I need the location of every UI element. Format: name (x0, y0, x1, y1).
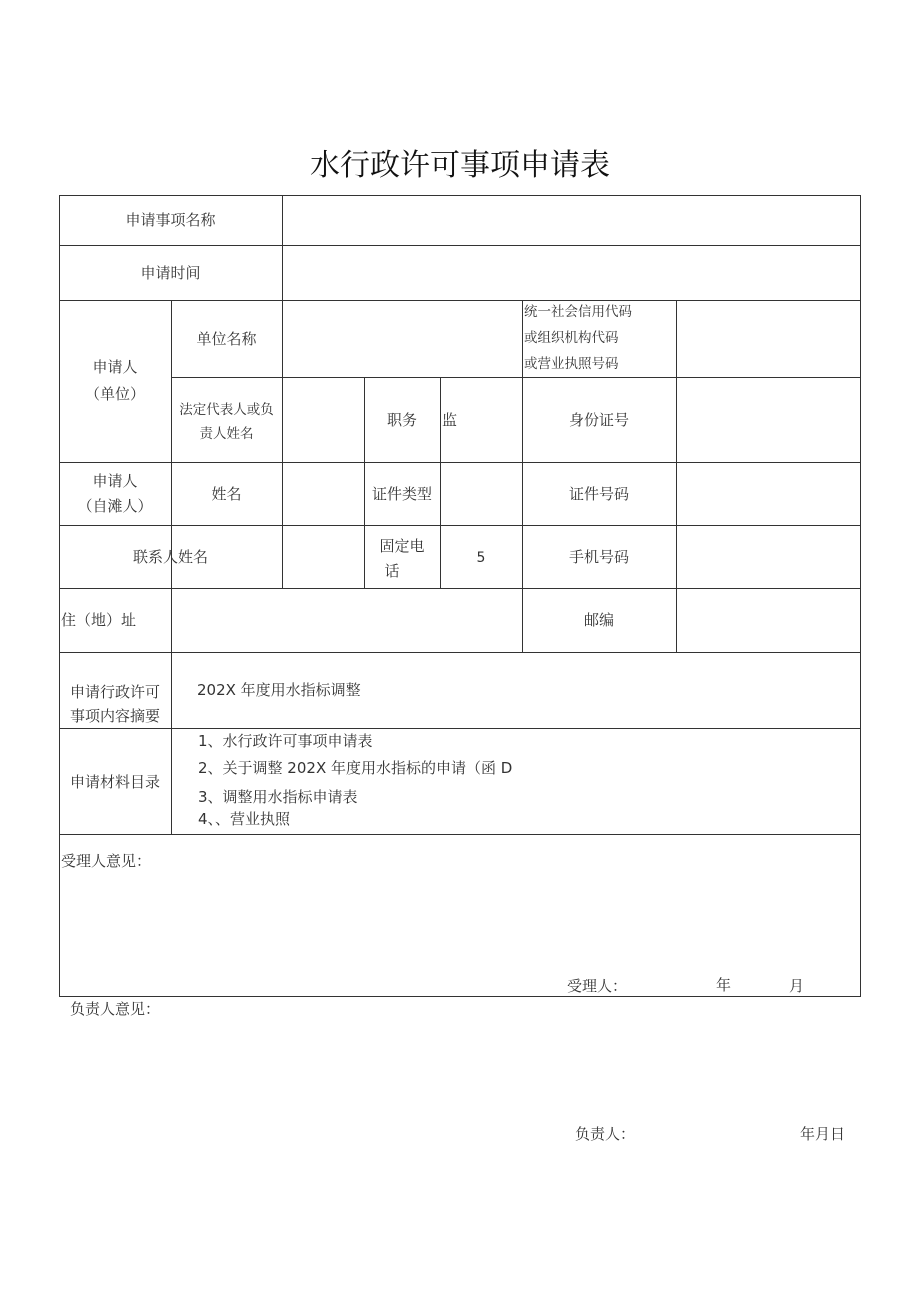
credit-code-label-1: 统一社会信用代码 (524, 304, 632, 320)
item-name-value[interactable] (290, 208, 850, 232)
acceptor-opinion-label: 受理人意见： (61, 852, 152, 870)
acceptor-opinion-field[interactable] (70, 880, 850, 960)
material-item: 4、、营业执照 (198, 810, 291, 828)
unit-name-value[interactable] (290, 327, 515, 351)
manager-opinion-label: 负责人意见： (70, 1000, 161, 1018)
postcode-label: 邮编 (583, 611, 614, 629)
material-item: 3、调整用水指标申请表 (198, 788, 358, 806)
legal-rep-label-1: 法定代表人或负 (179, 402, 274, 418)
table-line (282, 195, 283, 300)
phone-label-2: 话 (384, 562, 400, 580)
table-line (171, 300, 172, 652)
manager-sign-label: 负责人： (575, 1125, 636, 1143)
table-line (59, 834, 861, 835)
table-line (282, 300, 283, 588)
table-line (59, 462, 861, 463)
phone-value: 5 (476, 550, 486, 566)
table-line (171, 652, 172, 834)
page-title: 水行政许可事项申请表 (310, 148, 610, 183)
id-card-value[interactable] (684, 408, 854, 432)
mobile-label: 手机号码 (568, 548, 629, 566)
phone-label-1: 固定电 (379, 537, 425, 555)
material-item: 2、关于调整 202X 年度用水指标的申请（函 D (198, 759, 513, 777)
summary-label-1: 申请行政许可 (69, 683, 160, 701)
mobile-value[interactable] (684, 545, 854, 569)
position-label: 职务 (386, 411, 417, 429)
acceptor-year-label: 年 (716, 976, 732, 994)
materials-label: 申请材料目录 (69, 773, 160, 791)
applicant-person-label-sub: （自滩人） (77, 497, 153, 515)
manager-date-label: 年月日 (800, 1125, 846, 1143)
item-name-label: 申请事项名称 (125, 211, 216, 229)
table-line (59, 588, 861, 589)
address-value[interactable] (180, 608, 515, 632)
apply-time-value[interactable] (290, 261, 850, 285)
unit-name-label: 单位名称 (196, 330, 257, 348)
table-line (59, 525, 861, 526)
cert-no-value[interactable] (684, 482, 854, 506)
applicant-unit-label-sub: （单位） (84, 385, 145, 403)
legal-rep-value[interactable] (288, 408, 358, 432)
table-line (522, 300, 523, 652)
applicant-person-label: 申请人 (92, 472, 138, 490)
table-line (59, 300, 861, 301)
id-card-label: 身份证号 (568, 411, 629, 429)
manager-opinion-field[interactable] (70, 1030, 850, 1110)
address-label: 住（地）址 (61, 611, 137, 629)
name-value[interactable] (288, 482, 358, 506)
table-line (59, 195, 60, 997)
table-line (59, 245, 861, 246)
material-item: 1、水行政许可事项申请表 (198, 732, 373, 750)
summary-label-2: 事项内容摘要 (69, 707, 160, 725)
legal-rep-label-2: 责人姓名 (199, 426, 254, 442)
credit-code-label-3: 或营业执照号码 (524, 356, 619, 372)
table-line (59, 195, 861, 196)
cert-type-label: 证件类型 (371, 485, 432, 503)
position-value: 监 (442, 411, 458, 429)
acceptor-sign-label: 受理人： (567, 977, 628, 995)
applicant-unit-label: 申请人 (92, 358, 138, 376)
table-line (59, 996, 861, 997)
table-line (59, 652, 861, 653)
table-line (676, 300, 677, 652)
cert-no-label: 证件号码 (568, 485, 629, 503)
credit-code-value[interactable] (684, 327, 854, 351)
table-line (171, 377, 861, 378)
table-line (59, 728, 861, 729)
contact-label: 联系人姓名 (132, 548, 208, 566)
name-label: 姓名 (211, 485, 242, 503)
credit-code-label-2: 或组织机构代码 (524, 330, 619, 346)
contact-value[interactable] (288, 545, 358, 569)
cert-type-value[interactable] (446, 482, 516, 506)
table-line (860, 195, 861, 997)
apply-time-label: 申请时间 (140, 264, 201, 282)
postcode-value[interactable] (684, 608, 854, 632)
acceptor-month-label: 月 (789, 977, 805, 995)
summary-value: 202X 年度用水指标调整 (197, 681, 361, 699)
